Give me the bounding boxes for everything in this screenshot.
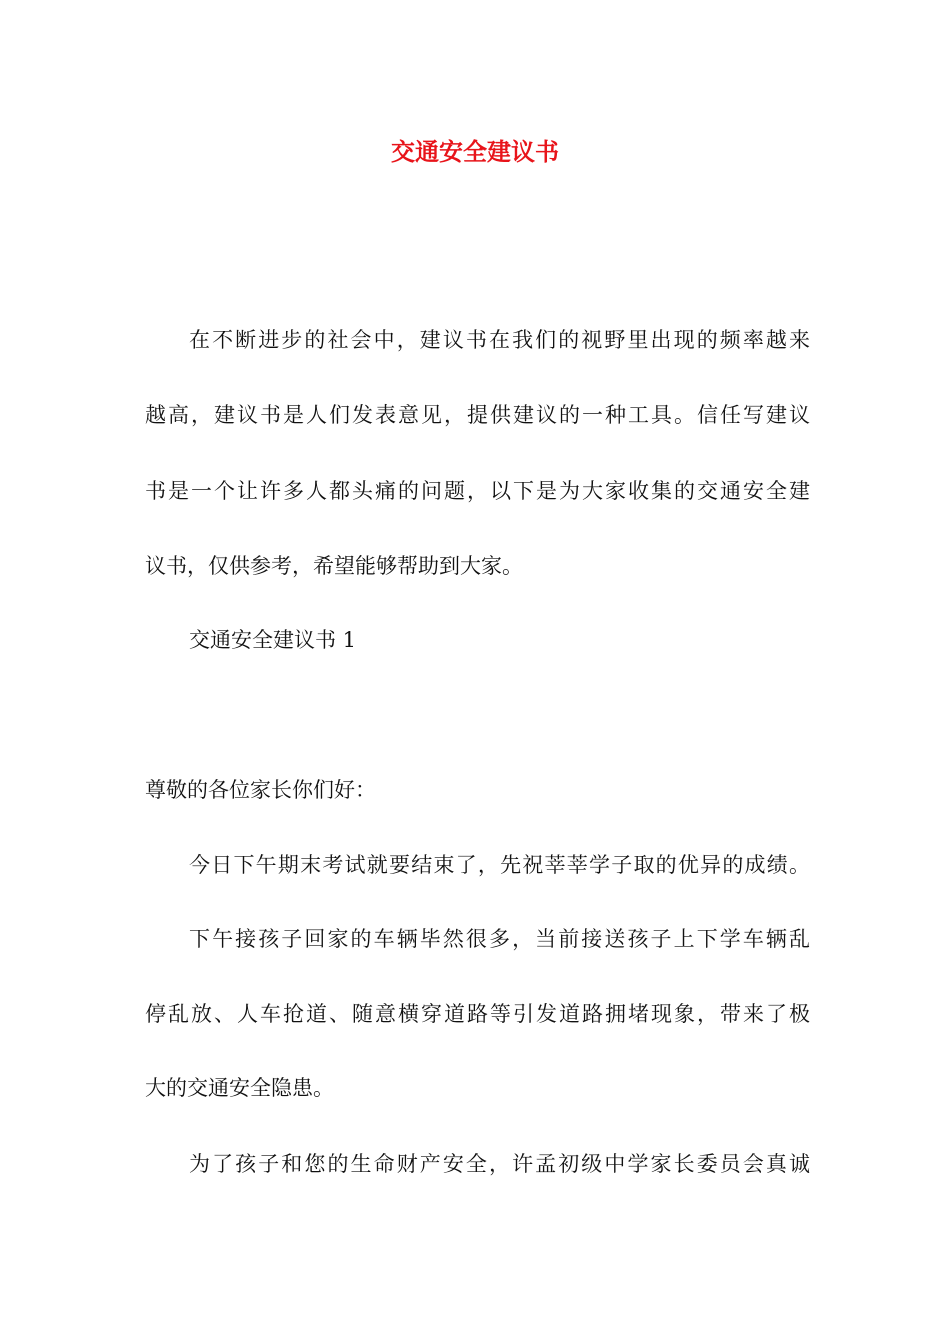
section-heading: 交通安全建议书 1 [189, 628, 357, 652]
paragraph-line: 大的交通安全隐患。 [145, 1076, 334, 1100]
paragraph-line: 停乱放、人车抢道、随意横穿道路等引发道路拥堵现象，带来了极 [145, 1002, 810, 1026]
paragraph-line: 议书，仅供参考，希望能够帮助到大家。 [145, 554, 523, 578]
document-title: 交通安全建议书 [391, 137, 559, 166]
paragraph-line: 今日下午期末考试就要结束了，先祝莘莘学子取的优异的成绩。 [189, 853, 810, 877]
paragraph-line: 为了孩子和您的生命财产安全，许孟初级中学家长委员会真诚 [189, 1152, 810, 1176]
paragraph-line: 在不断进步的社会中，建议书在我们的视野里出现的频率越来 [189, 328, 810, 352]
paragraph-line: 书是一个让许多人都头痛的问题，以下是为大家收集的交通安全建 [145, 479, 810, 503]
paragraph-line: 下午接孩子回家的车辆毕然很多，当前接送孩子上下学车辆乱 [189, 927, 810, 951]
paragraph-line: 越高，建议书是人们发表意见，提供建议的一种工具。信任写建议 [145, 403, 810, 427]
salutation: 尊敬的各位家长你们好： [145, 778, 376, 802]
